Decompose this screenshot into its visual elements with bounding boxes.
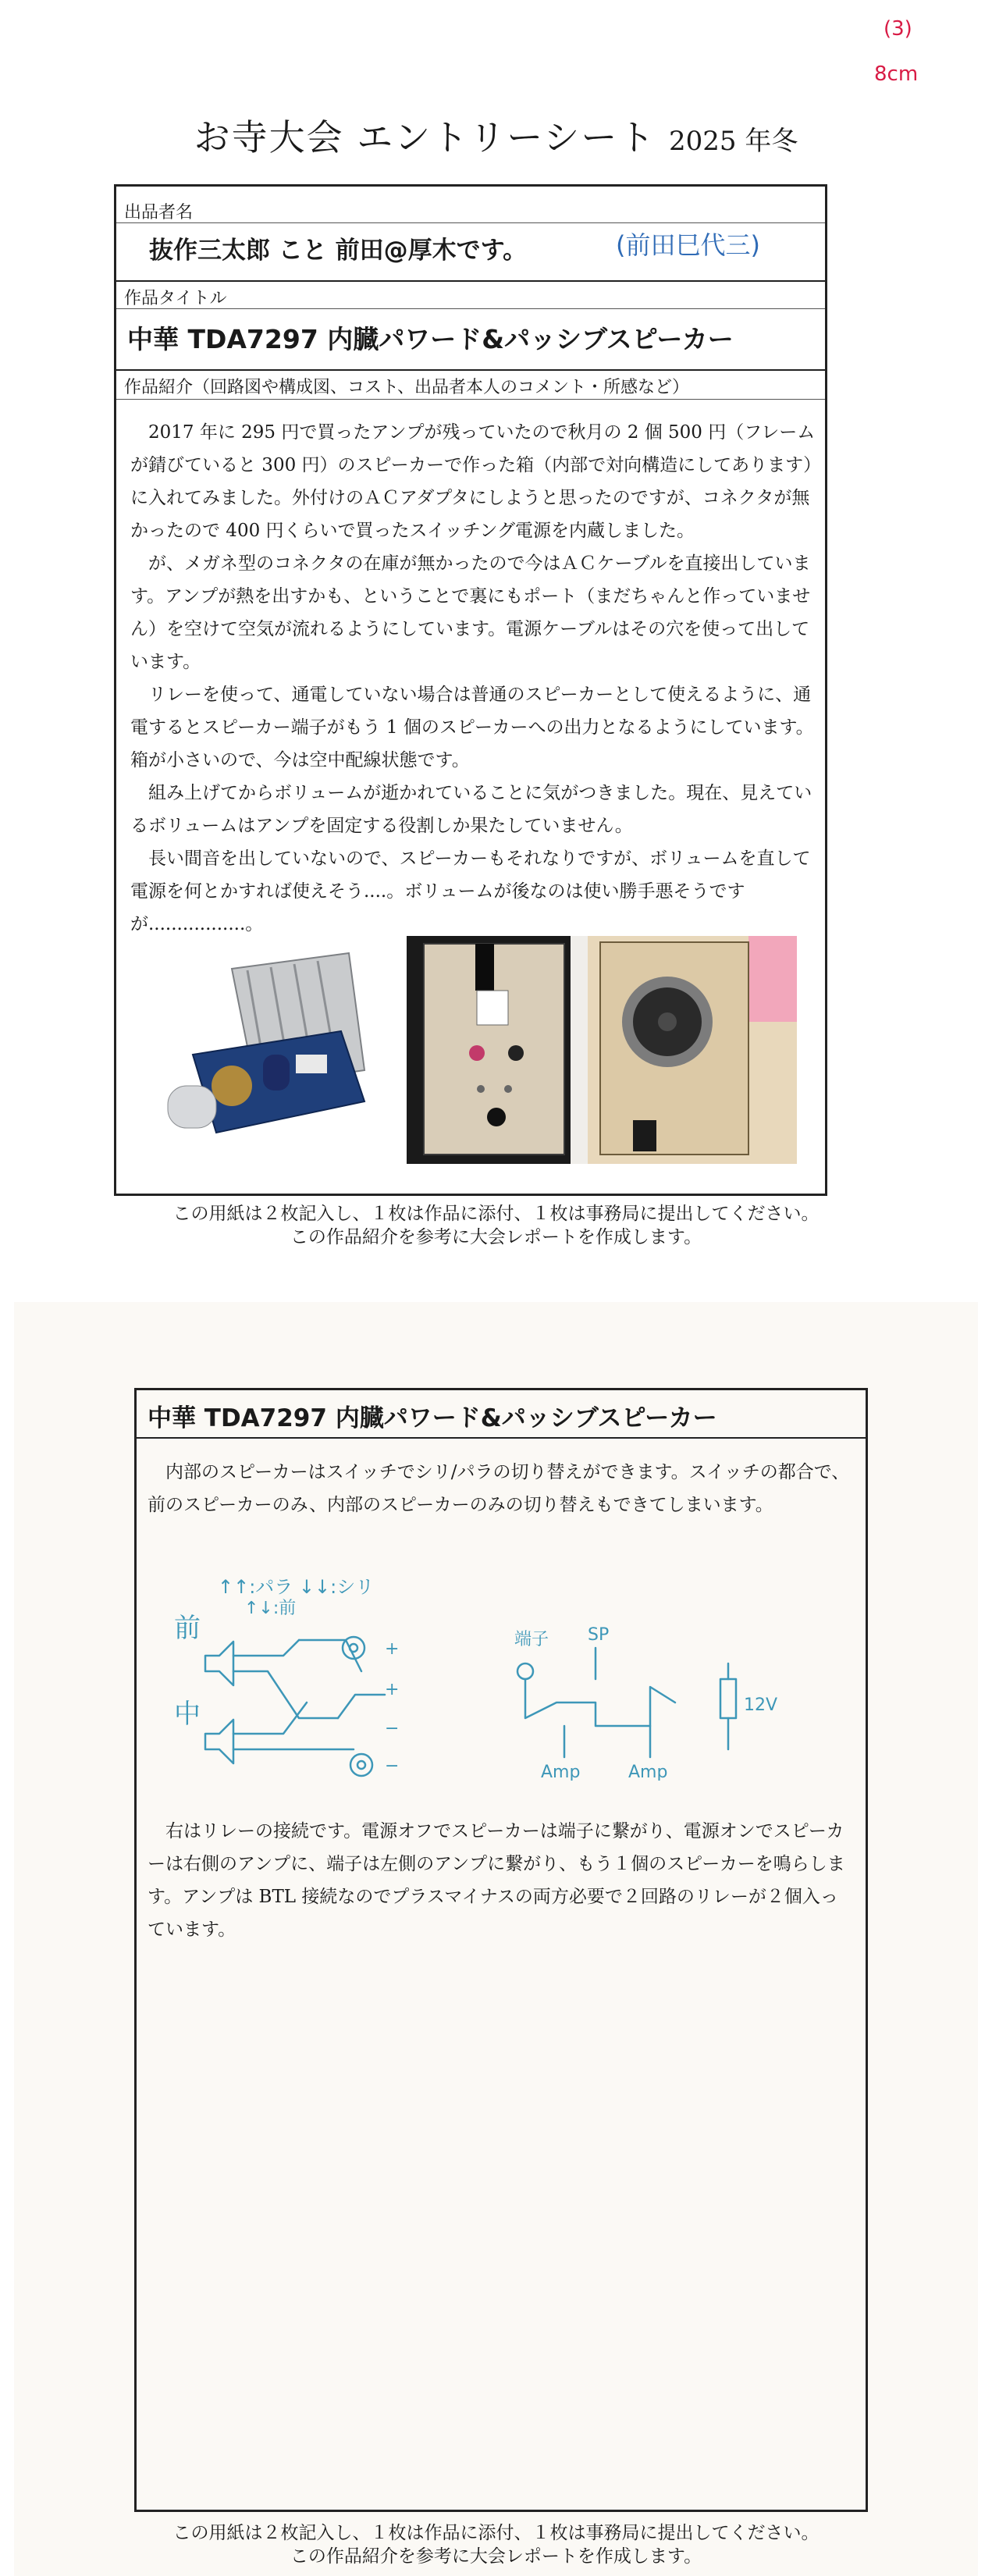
volume-knob-base [212,1066,252,1106]
title-year: 2025 年冬 [668,126,798,157]
svg-text:+: + [385,1680,400,1699]
amplifier-board-photo [146,938,388,1164]
sketch-voltage-label: 12V [744,1695,778,1715]
wiring-sketch [151,1570,791,1781]
paragraph-text: 内部のスピーカーはスイッチでシリ/パラの切り替えができます。スイッチの都合で、前のスピーカーのみ、内部のスピーカーのみの切り替えもできてしまいます。 [148,1462,850,1515]
intro-paragraph: 2017 年に 295 円で買ったアンプが残っていたので秋月の 2 個 500 円（フレームが錆びていると 300 円）のスピーカーで作った箱（内部で対向構造にしてあります）に入れてみました。外付けのＡＣアダプタにしようと思ったのですが、コネクタが無かったので 400 円くらいで買ったスイッチング電源を内蔵しました。 [130,422,816,541]
volume-knob [168,1086,216,1128]
inner-speaker-symbol [205,1720,233,1763]
exhibitor-handwritten-name: (前田巳代三) [616,230,760,260]
footer-line-2: この作品紹介を参考に大会レポートを作成します。 [290,1227,702,1247]
black-terminal [508,1045,524,1061]
front-port [633,1120,656,1151]
intro-paragraph: が、メガネ型のコネクタの在庫が無かったので今はＡＣケーブルを直接出しています。アンプが熱を出すかも、ということで裏にもポート（まだちゃんと作っていません）を空けて空気が流れるようにしています。電源ケーブルはその穴を使って出しています。 [130,553,811,672]
sketch-inner-label: 中 [174,1699,201,1730]
footer2-line-2: この作品紹介を参考に大会レポートを作成します。 [290,2546,702,2567]
front-speaker-symbol [205,1642,233,1685]
svg-text:−: − [385,1756,400,1776]
paragraph-text: 右はリレーの接続です。電源オフでスピーカーは端子に繋がり、電源オンでスピーカーは右側のアンプに、端子は左側のアンプに繋がり、もう１個のスピーカーを鳴らします。アンプは BTL 接続なのでプラスマイナスの両方必要で２回路のリレーが２個入っています。 [148,1821,845,1940]
intro-label: 作品紹介（回路図や構成図、コスト、出品者本人のコメント・所感など） [124,378,690,397]
footer2-line-1: この用紙は２枚記入し、１枚は作品に添付、１枚は事務局に提出してください。 [172,2523,820,2543]
paragraph-switch [148,1456,854,1521]
work-title-label: 作品タイトル [124,289,227,308]
terminal-circle [350,1644,357,1652]
switch [477,1085,485,1093]
entry-sheet-page-1 [0,0,992,1280]
sketch-switch-note: ↑↑:パラ ↓↓:シリ [218,1576,375,1598]
rear-port [487,1108,506,1126]
terminal-circle [350,1754,372,1776]
divider [116,399,825,400]
corner-note-1: (3) [884,17,912,41]
power-cable [475,944,494,991]
switch-wiring [299,1640,385,1718]
switch [504,1085,512,1093]
work-title-2: 中華 TDA7297 内臓パワード&パッシブスピーカー [148,1404,717,1432]
intro-paragraph: 長い間音を出していないので、スピーカーもそれなりですが、ボリュームを直して電源を何とかすれば使えそう....。ボリュームが後なのは使い勝手悪そうですが.................。 [130,849,811,934]
sketch-amp-label-2: Amp [628,1763,668,1781]
svg-text:+: + [385,1639,400,1659]
exhibitor-name: 抜作三太郎 こと 前田@厚木です。 [149,237,528,265]
sketch-sp-label: SP [588,1625,610,1645]
sketch-terminal-label: 端子 [514,1630,549,1649]
paragraph-relay [148,1815,854,1946]
continuation-form [134,1388,868,2512]
terminal-circle [357,1761,365,1769]
relay-coil [720,1679,736,1718]
intro-text [130,416,816,941]
svg-text:−: − [385,1719,400,1738]
sketch-front-label: 前 [174,1613,201,1644]
divider [116,369,825,371]
footer-line-1: この用紙は２枚記入し、１枚は作品に添付、１枚は事務局に提出してください。 [172,1204,820,1224]
sheet-title [0,109,992,161]
relay-terminal [517,1663,533,1679]
connector [296,1055,327,1073]
divider [137,1437,866,1439]
divider [116,280,825,282]
work-title: 中華 TDA7297 内臓パワード&パッシブスピーカー [127,324,734,354]
entry-sheet-page-2 [14,1302,978,2576]
pink-keyboard [748,936,797,1022]
red-terminal [469,1045,485,1061]
label-sticker [477,991,508,1025]
speaker-wiring [233,1640,354,1749]
intro-paragraph: リレーを使って、通電していない場合は普通のスピーカーとして使えるように、通電するとスピーカー端子がもう 1 個のスピーカーへの出力となるようにしています。箱が小さいので、今は空中配線状態です。 [130,685,814,770]
divider [116,308,825,309]
sketch-amp-label-1: Amp [541,1763,581,1781]
intro-paragraph: 組み上げてからボリュームが逝かれていることに気がつきました。現在、見えているボリュームはアンプを固定する役割しか果たしていません。 [130,783,812,836]
corner-note-2: 8cm [874,62,919,86]
speaker-dustcap [658,1012,677,1031]
speaker-boxes-photo [407,936,797,1164]
amp-arrows [564,1726,650,1757]
relay-contacts [525,1648,675,1726]
exhibitor-label: 出品者名 [124,203,194,222]
sketch-front-note: ↑↓:前 [244,1599,297,1618]
capacitor [263,1055,290,1091]
title-text: お寺大会 エントリーシート [194,116,656,158]
entry-form [114,184,827,1196]
divider [116,222,825,223]
